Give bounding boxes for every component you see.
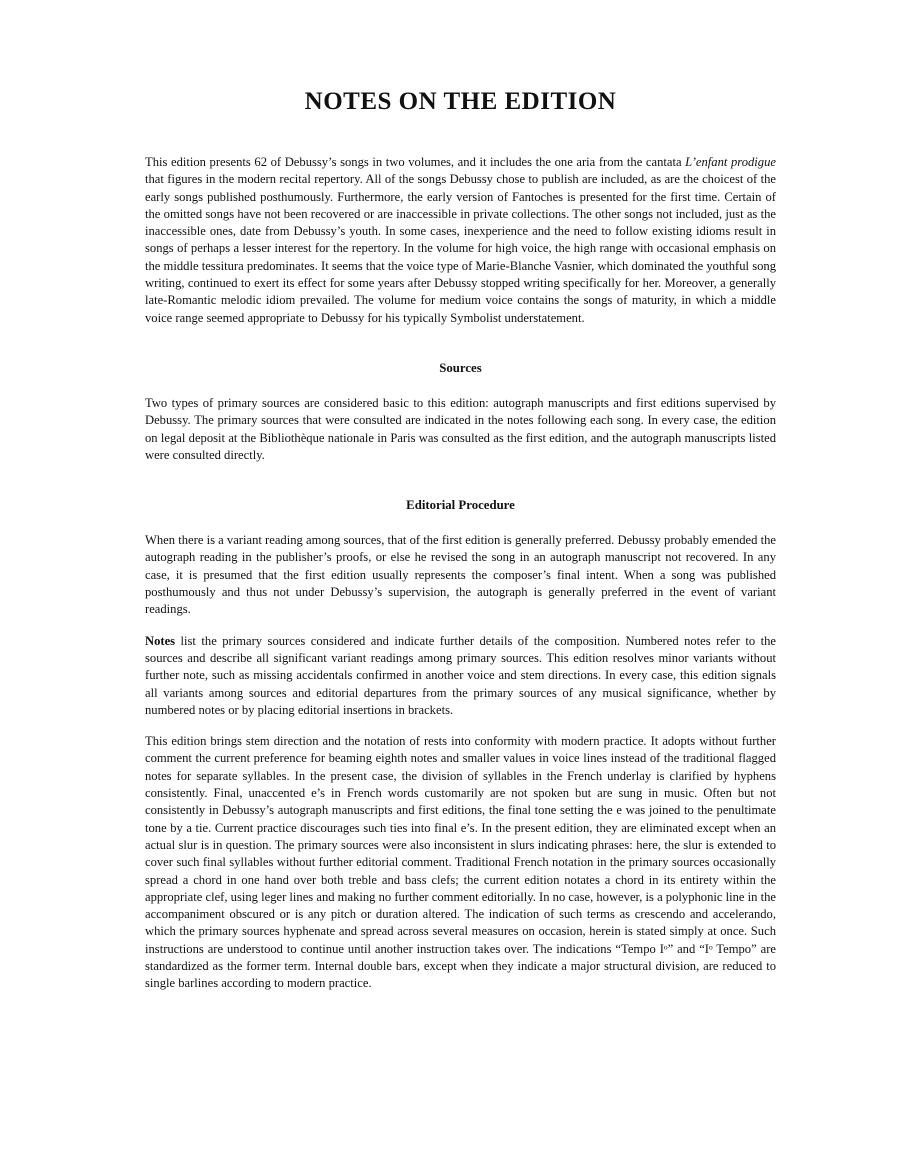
intro-text-part1: This edition presents 62 of Debussy’s songs in two volumes, and it includes the one aria from the cantata	[145, 155, 686, 169]
procedure-paragraph-1: When there is a variant reading among sources, that of the first edition is generally preferred. Debussy probably emended the autograph reading in the publisher’s proofs, or else he revised the song in an autograph manuscript not recovered. In any case, it is presumed that the first edition usually represents the composer’s final intent. When a song was published posthumously and thus not under Debussy’s supervision, the autograph is generally preferred in the event of variant readings.	[145, 533, 776, 617]
procedure-paragraph-3: This edition brings stem direction and the notation of rests into conformity with modern practice. It adopts without further comment the current preference for beaming eighth notes and smaller values in voice lines instead of the traditional flagged notes for separate syllables. In the present case, the division of syllables in the French underlay is clarified by hyphens consistently. Final, unaccented e’s in French words customarily are not spoken but are sung in music. Often but not consistently in Debussy’s autograph manuscripts and first editions, the final tone setting the e was joined to the penultimate tone by a tie. Current practice discourages such ties into final e’s. In the present edition, they are eliminated except when an actual slur is in question. The primary sources were also inconsistent in slurs indicating phrases: here, the slur is extended to cover such final syllables without further editorial comment. Traditional French notation in the primary sources occasionally spread a chord in one hand over both treble and bass clefs; the current edition notates a chord in its entirety within the appropriate clef, using leger lines and making no further comment editorially. In no case, however, is a polyphonic line in the accompaniment obscured or is any pitch or duration altered. The indication of such terms as crescendo and accelerando, which the primary sources hyphenate and spread across several measures on occasion, herein is stated simply at once. Such instructions are understood to continue until another instruction takes over. The indications “Tempo Iᵒ” and “Iᵒ Tempo” are standardized as the former term. Internal double bars, except when they indicate a major structural division, are reduced to single barlines according to modern practice.	[145, 734, 776, 991]
intro-text-part2: that figures in the modern recital repertory. All of the songs Debussy chose to publish are included, as are the choicest of the early songs published posthumously. Furthermore, the early version of Fantoches is presented for the first time. Certain of the omitted songs have not been recovered or are inaccessible in private collections. The other songs not included, just as the inaccessible ones, date from Debussy’s youth. In some cases, inexperience and the need to follow existing idioms result in songs of perhaps a lesser interest for the repertory. In the volume for high voice, the high range with occasional emphasis on the middle tessitura predominates. It seems that the voice type of Marie-Blanche Vasnier, which dominated the youthful song writing, continued to exert its effect for some years after Debussy stopped writing specifically for her. Moreover, a generally late-Romantic melodic idiom prevailed. The volume for medium voice contains the songs of maturity, in which a middle voice range seemed appropriate to Debussy for his typically Symbolist understatement.	[145, 172, 776, 325]
editorial-procedure-heading: Editorial Procedure	[406, 498, 515, 513]
intro-paragraph	[145, 154, 776, 327]
page-title: NOTES ON THE EDITION	[304, 88, 617, 115]
procedure-paragraph-2-text: list the primary sources considered and indicate further details of the composition. Numbered notes refer to the sources and describe all significant variant readings among primary sources. This edition resolves minor variants without further note, such as missing accidentals confirmed in another voice and stem directions. In every case, this edition signals all variants among sources and editorial departures from the primary sources of any musical significance, whether by numbered notes or by placing editorial insertions in brackets.	[145, 633, 776, 717]
sources-paragraph: Two types of primary sources are considered basic to this edition: autograph manuscripts and first editions supervised by Debussy. The primary sources that were consulted are indicated in the notes following each song. In every case, the edition on legal deposit at the Bibliothèque nationale in Paris was consulted as the first edition, and the autograph manuscripts listed were consulted directly.	[145, 395, 776, 462]
sources-heading: Sources	[439, 360, 482, 375]
cantata-title: L’enfant prodigue	[685, 155, 776, 169]
notes-lead-word: Notes	[145, 633, 176, 648]
procedure-paragraph-2	[145, 633, 776, 719]
document-page	[145, 88, 776, 1007]
